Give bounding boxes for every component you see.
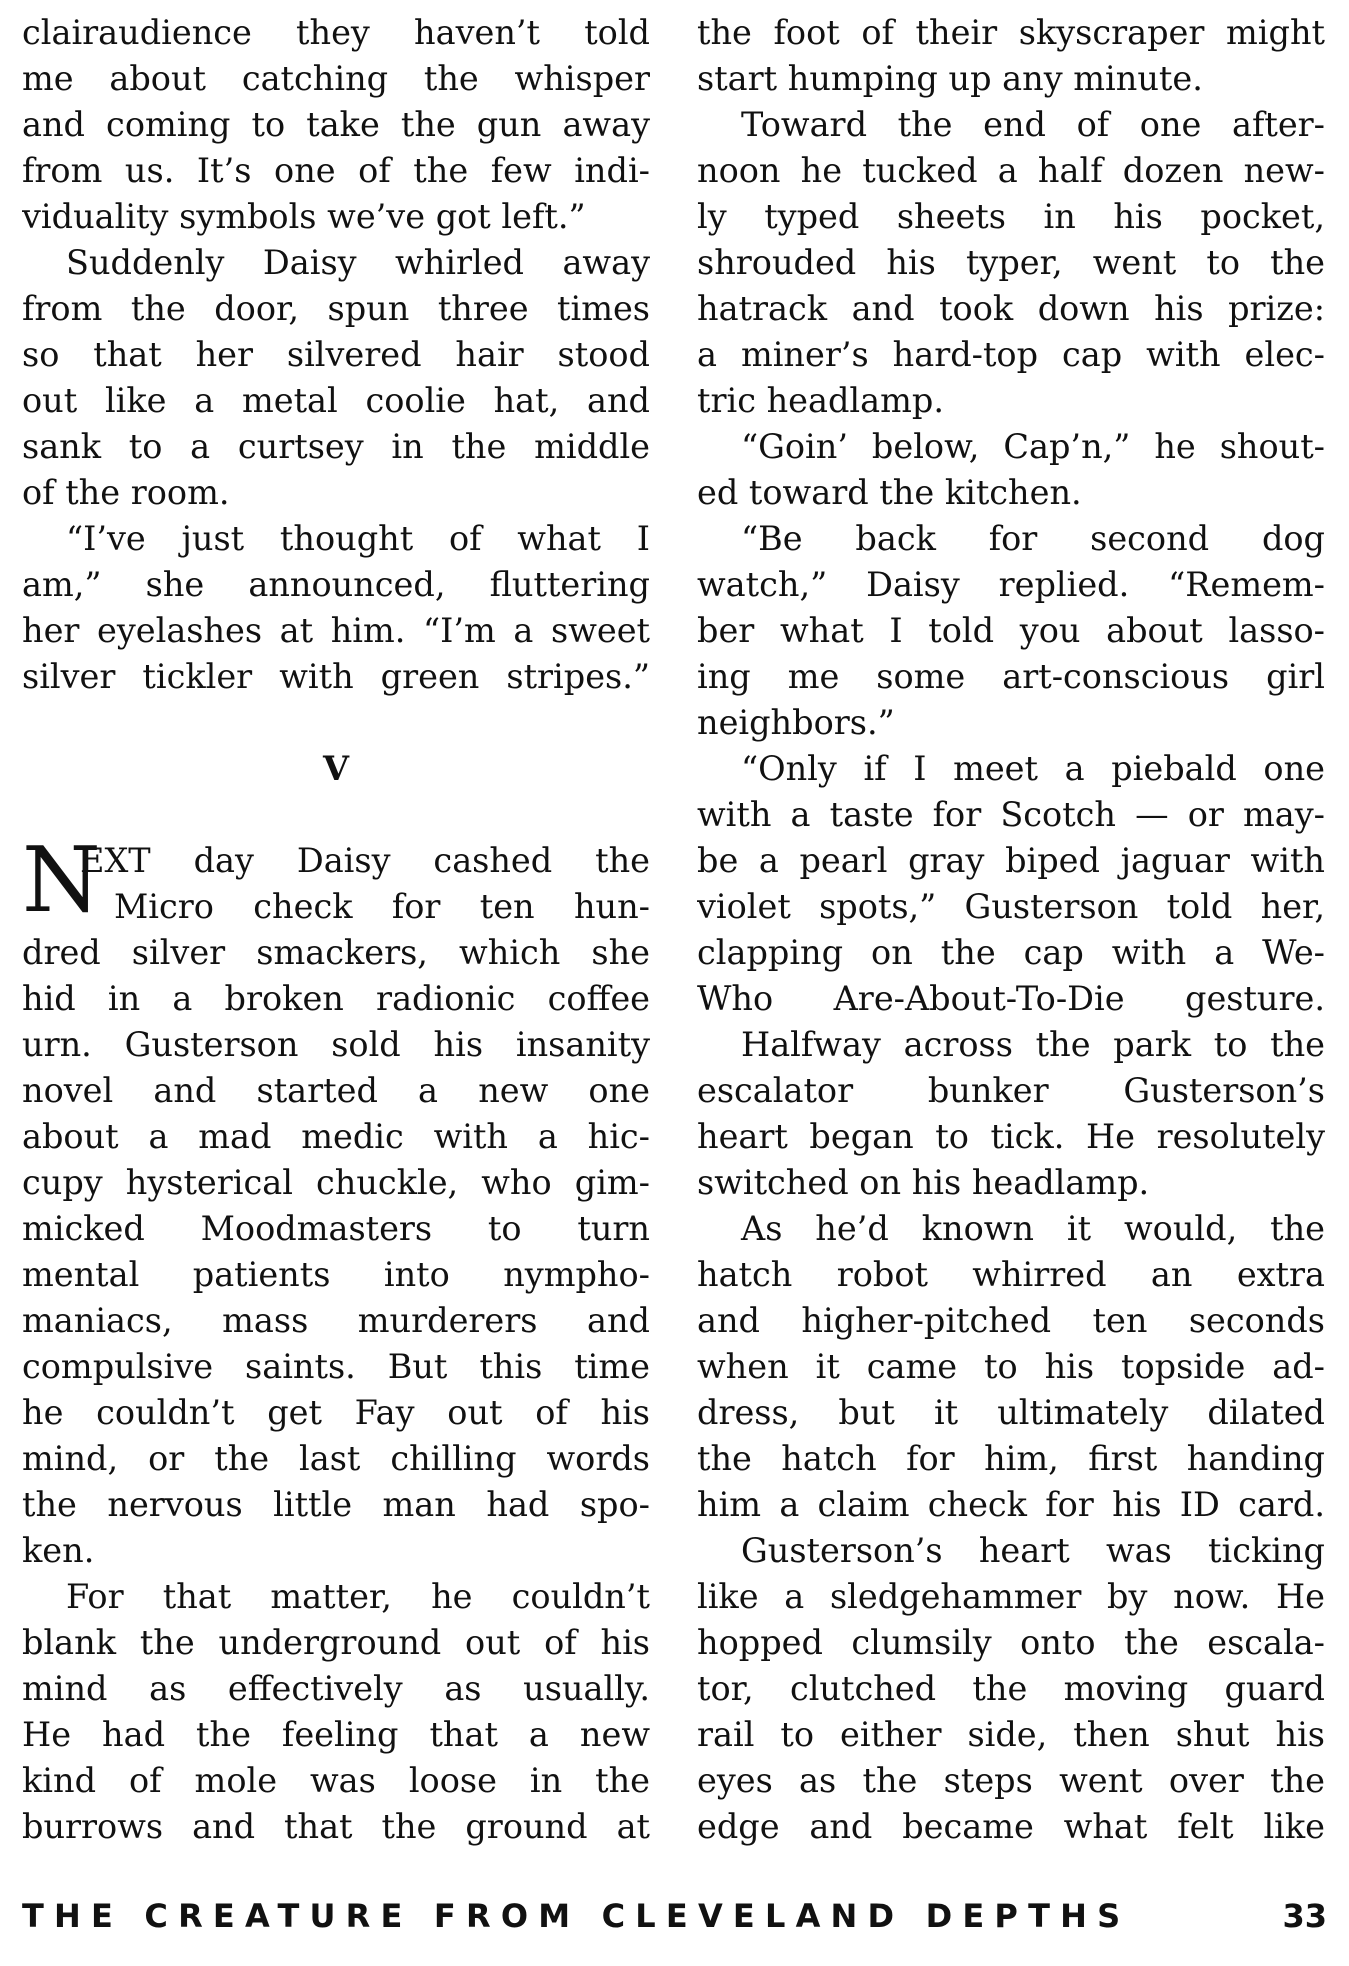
text-line: with a taste for Scotch — or may-: [697, 795, 1325, 834]
text-line: sank to a curtsey in the middle: [22, 427, 650, 466]
text-line: tric headlamp.: [697, 381, 944, 420]
text-line: neighbors.”: [697, 703, 895, 742]
paragraph: [697, 516, 1325, 746]
spacer: [22, 792, 650, 838]
text-line: dress, but it ultimately dilated: [697, 1393, 1325, 1432]
text-line: As he’d known it would, the: [741, 1209, 1325, 1248]
text-line: ber what I told you about lasso-: [697, 611, 1325, 650]
spacer: [22, 700, 650, 746]
text-line: me about catching the whisper: [22, 59, 650, 98]
paragraph: [22, 240, 650, 516]
text-line: Micro check for ten hun-: [114, 887, 650, 926]
text-line: start humping up any minute.: [697, 59, 1203, 98]
text-line: edge and became what felt like: [697, 1807, 1325, 1846]
right-column: [697, 10, 1325, 1850]
text-line: mind, or the last chilling words: [22, 1439, 650, 1478]
text-line: eyes as the steps went over the: [697, 1761, 1325, 1800]
text-line: about a mad medic with a hic-: [22, 1117, 650, 1156]
paragraph: [697, 1206, 1325, 1528]
text-line: For that matter, he couldn’t: [66, 1577, 650, 1616]
text-line: clairaudience they haven’t told: [22, 13, 650, 52]
paragraph: [697, 1022, 1325, 1206]
text-line: maniacs, mass murderers and: [22, 1301, 650, 1340]
text-line: dred silver smackers, which she: [22, 933, 650, 972]
text-line: escalator bunker Gusterson’s: [697, 1071, 1325, 1110]
text-line: from us. It’s one of the few indi-: [22, 151, 650, 190]
text-line: “Only if I meet a piebald one: [741, 749, 1325, 788]
text-line: hatrack and took down his prize:: [697, 289, 1325, 328]
text-line: “Goin’ below, Cap’n,” he shout-: [741, 427, 1325, 466]
text-line: compulsive saints. But this time: [22, 1347, 650, 1386]
text-line: violet spots,” Gusterson told her,: [697, 887, 1325, 926]
page-number: 33: [1282, 1897, 1327, 1935]
text-line: shrouded his typer, went to the: [697, 243, 1325, 282]
drop-cap: N: [22, 828, 101, 933]
text-line: Toward the end of one after-: [741, 105, 1325, 144]
running-title: THE CREATURE FROM CLEVELAND DEPTHS: [22, 1897, 1131, 1935]
page-footer: [22, 1892, 1327, 1940]
paragraph: [697, 10, 1325, 102]
text-line: rail to either side, then shut his: [697, 1715, 1325, 1754]
text-line: silver tickler with green stripes.”: [22, 657, 650, 696]
text-line: the nervous little man had spo-: [22, 1485, 650, 1524]
text-line: hid in a broken radionic coffee: [22, 979, 650, 1018]
text-line: when it came to his topside ad-: [697, 1347, 1325, 1386]
text-line: Gusterson’s heart was ticking: [741, 1531, 1325, 1570]
text-line: EXT day Daisy cashed the: [80, 841, 650, 880]
paragraph: [22, 828, 650, 1574]
text-line: He had the feeling that a new: [22, 1715, 650, 1754]
paragraph: [697, 746, 1325, 1022]
text-line: her eyelashes at him. “I’m a sweet: [22, 611, 650, 650]
text-line: “I’ve just thought of what I: [66, 519, 650, 558]
text-line: urn. Gusterson sold his insanity: [22, 1025, 650, 1064]
text-line: mental patients into nympho-: [22, 1255, 650, 1294]
text-line: Suddenly Daisy whirled away: [66, 243, 650, 282]
text-line: he couldn’t get Fay out of his: [22, 1393, 650, 1432]
paragraph: [22, 10, 650, 240]
text-line: and coming to take the gun away: [22, 105, 650, 144]
paragraph: [22, 1574, 650, 1850]
text-line: ing me some art-conscious girl: [697, 657, 1325, 696]
left-column: [22, 10, 650, 1850]
paragraph: [697, 1528, 1325, 1850]
text-line: am,” she announced, fluttering: [22, 565, 650, 604]
text-line: a miner’s hard-top cap with elec-: [697, 335, 1325, 374]
text-line: tor, clutched the moving guard: [697, 1669, 1325, 1708]
text-line: be a pearl gray biped jaguar with: [697, 841, 1325, 880]
section-heading: V: [323, 749, 349, 788]
text-line: mind as effectively as usually.: [22, 1669, 650, 1708]
text-line: burrows and that the ground at: [22, 1807, 650, 1846]
text-line: cupy hysterical chuckle, who gim-: [22, 1163, 650, 1202]
text-line: so that her silvered hair stood: [22, 335, 650, 374]
text-line: hopped clumsily onto the escala-: [697, 1623, 1325, 1662]
paragraph: [22, 516, 650, 700]
text-line: the foot of their skyscraper might: [697, 13, 1325, 52]
text-line: viduality symbols we’ve got left.”: [22, 197, 586, 236]
text-line: like a sledgehammer by now. He: [697, 1577, 1325, 1616]
text-line: and higher-pitched ten seconds: [697, 1301, 1325, 1340]
text-line: of the room.: [22, 473, 230, 512]
text-line: ly typed sheets in his pocket,: [697, 197, 1325, 236]
text-line: micked Moodmasters to turn: [22, 1209, 650, 1248]
paragraph: [697, 424, 1325, 516]
text-line: clapping on the cap with a We-: [697, 933, 1325, 972]
text-line: Halfway across the park to the: [741, 1025, 1325, 1064]
paragraph: [697, 102, 1325, 424]
text-line: kind of mole was loose in the: [22, 1761, 650, 1800]
text-line: switched on his headlamp.: [697, 1163, 1150, 1202]
text-line: watch,” Daisy replied. “Remem-: [697, 565, 1325, 604]
text-line: ken.: [22, 1531, 95, 1570]
text-line: the hatch for him, first handing: [697, 1439, 1325, 1478]
text-line: noon he tucked a half dozen new-: [697, 151, 1325, 190]
text-line: heart began to tick. He resolutely: [697, 1117, 1325, 1156]
text-line: novel and started a new one: [22, 1071, 650, 1110]
text-line: ed toward the kitchen.: [697, 473, 1082, 512]
text-line: hatch robot whirred an extra: [697, 1255, 1325, 1294]
text-line: him a claim check for his ID card.: [697, 1485, 1325, 1524]
text-line: Who Are-About-To-Die gesture.: [697, 979, 1325, 1018]
text-line: from the door, spun three times: [22, 289, 650, 328]
text-line: out like a metal coolie hat, and: [22, 381, 650, 420]
text-line: “Be back for second dog: [741, 519, 1325, 558]
text-line: blank the underground out of his: [22, 1623, 650, 1662]
